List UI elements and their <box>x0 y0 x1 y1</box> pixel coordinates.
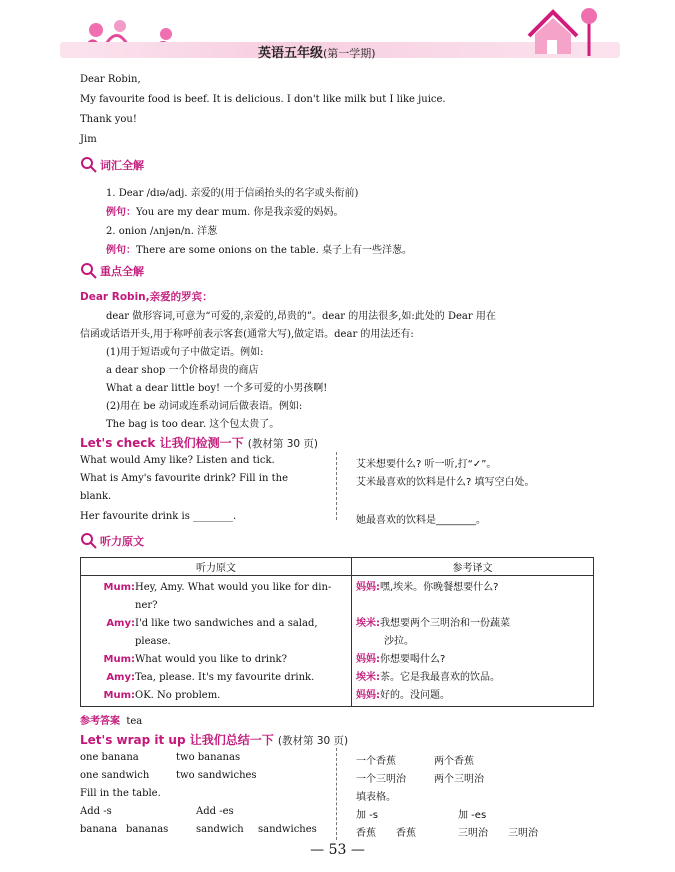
dialogue-row <box>85 669 347 687</box>
dialogue-row <box>356 687 589 705</box>
dialogue-text: 嘿,埃米。你晚餐想要什么? <box>380 582 499 593</box>
dialogue-text: 我想要两个三明治和一份蔬菜 <box>380 618 510 629</box>
header-title-text: 英语五年级 <box>258 46 324 61</box>
dialogue-row <box>85 651 347 669</box>
wrap-cell: sandwiches <box>258 824 317 835</box>
check-left-line: Her favourite drink is ________. <box>80 511 237 522</box>
wrap-cell: Add -es <box>196 806 234 817</box>
keypoints-line: (1)用于短语或句子中做定语。例如: <box>106 347 264 358</box>
check-left-line: What would Amy like? Listen and tick. <box>80 455 275 466</box>
check-left-line: blank. <box>80 491 112 502</box>
speaker: Amy: <box>106 618 135 629</box>
wrap-cell: 一个香蕉 <box>356 756 396 767</box>
wrap-heading-text: Let's wrap it up 让我们总结一下 <box>80 733 274 747</box>
wrap-cell: 加 -s <box>356 810 378 821</box>
wrap-cell: 填表格。 <box>356 792 396 803</box>
magnifier-icon <box>80 262 98 280</box>
letter-signature: Jim <box>80 134 97 145</box>
answer-line <box>80 712 142 727</box>
keypoints-heading <box>80 262 144 280</box>
dialogue-row <box>356 669 589 687</box>
speaker: Amy: <box>106 672 135 683</box>
keypoints-paragraph: dear 做形容词,可意为“可爱的,亲爱的,昂贵的”。dear 的用法很多,如:此处的 Dear 用在 <box>106 311 496 322</box>
speaker: 妈妈: <box>356 690 380 701</box>
dialogue-text: 茶。它是我最喜欢的饮品。 <box>380 672 500 683</box>
speaker: 妈妈: <box>356 654 380 665</box>
wrap-cell: sandwich <box>196 824 244 835</box>
letter-body: My favourite food is beef. It is delicious. I don't like milk but I like juice. <box>80 94 446 105</box>
wrap-cell: 三明治 <box>508 828 538 839</box>
dialogue-row <box>356 579 589 597</box>
check-right-line: 她最喜欢的饮料是________。 <box>356 515 486 526</box>
answer-text: tea <box>126 716 143 727</box>
dialogue-row <box>85 687 347 705</box>
example-text: There are some onions on the table. 桌子上有一些洋葱。 <box>136 245 412 256</box>
vocab-item: 1. Dear /dɪə/adj. 亲爱的(用于信函抬头的名字或头衔前) <box>106 188 359 199</box>
check-right-line: 艾米最喜欢的饮料是什么? 填写空白处。 <box>356 477 535 488</box>
wrap-cell: bananas <box>126 824 169 835</box>
wrap-cell: 一个三明治 <box>356 774 406 785</box>
wrap-cell: 两个香蕉 <box>434 756 474 767</box>
vocab-example <box>106 203 344 218</box>
wrap-cell: two sandwiches <box>176 770 257 781</box>
wrap-cell: Add -s <box>80 806 112 817</box>
dialogue-text: 好的。没问题。 <box>380 690 450 701</box>
listening-chinese-cell <box>352 576 594 707</box>
letter-thanks: Thank you! <box>80 114 137 125</box>
dialogue-text: Hey, Amy. What would you like for din- <box>135 582 332 593</box>
dialogue-row <box>356 651 589 669</box>
keypoints-paragraph: 信函或话语开头,用于称呼前表示客套(通常大写),做定语。dear 的用法还有: <box>80 329 414 340</box>
wrap-cell: 三明治 <box>458 828 488 839</box>
magnifier-icon <box>80 156 98 174</box>
table-header: 听力原文 <box>81 558 352 576</box>
speaker: Mum: <box>103 582 135 593</box>
check-heading-text: Let's check 让我们检测一下 <box>80 436 244 450</box>
answer-label: 参考答案 <box>80 716 120 727</box>
speaker: 埃米: <box>356 618 380 629</box>
page-header <box>0 0 675 64</box>
example-text: You are my dear mum. 你是我亲爱的妈妈。 <box>136 207 344 218</box>
check-left-line: What is Amy's favourite drink? Fill in the <box>80 473 288 484</box>
dialogue-text: OK. No problem. <box>135 690 221 701</box>
dialogue-text: I'd like two sandwiches and a salad, <box>135 618 318 629</box>
speaker: Mum: <box>103 654 135 665</box>
speaker: Mum: <box>103 690 135 701</box>
dialogue-text: ner? <box>135 600 158 611</box>
keypoints-heading-text: 重点全解 <box>100 265 144 278</box>
example-label: 例句： <box>106 207 136 218</box>
vocab-heading-text: 词汇全解 <box>100 159 144 172</box>
dialogue-text: 你想要喝什么? <box>380 654 446 665</box>
wrap-cell: one banana <box>80 752 139 763</box>
check-heading <box>80 434 318 451</box>
letter-greeting: Dear Robin, <box>80 74 141 85</box>
dialogue-row <box>356 615 589 633</box>
spacer <box>356 597 589 615</box>
keypoints-line: The bag is too dear. 这个包太贵了。 <box>106 419 280 430</box>
vocab-item: 2. onion /ʌnjən/n. 洋葱 <box>106 226 218 237</box>
divider <box>336 748 337 840</box>
wrap-cell: Fill in the table. <box>80 788 161 799</box>
speaker: 妈妈: <box>356 582 380 593</box>
example-label: 例句： <box>106 245 136 256</box>
magnifier-icon <box>80 532 98 550</box>
house-decoration-icon <box>515 4 615 60</box>
wrap-cell: banana <box>80 824 118 835</box>
wrap-cell: 两个三明治 <box>434 774 484 785</box>
keypoints-line: (2)用在 be 动词或连系动词后做表语。例如: <box>106 401 303 412</box>
wrap-cell: one sandwich <box>80 770 150 781</box>
page-number: — 53 — <box>310 842 365 858</box>
header-title <box>258 42 376 61</box>
dialogue-text: What would you like to drink? <box>135 654 287 665</box>
table-header: 参考译文 <box>352 558 594 576</box>
keypoints-line: a dear shop 一个价格昂贵的商店 <box>106 365 259 376</box>
check-note: (教材第 30 页) <box>247 438 319 450</box>
keypoints-line: What a dear little boy! 一个多可爱的小男孩啊! <box>106 383 328 394</box>
listening-heading <box>80 532 144 550</box>
wrap-note: (教材第 30 页) <box>277 735 349 747</box>
vocab-heading <box>80 156 144 174</box>
listening-table <box>80 557 594 707</box>
check-right-line: 艾米想要什么? 听一听,打“✓”。 <box>356 459 497 470</box>
dialogue-text: Tea, please. It's my favourite drink. <box>135 672 315 683</box>
wrap-cell: two bananas <box>176 752 241 763</box>
dialogue-row <box>85 579 347 597</box>
vocab-example <box>106 241 412 256</box>
header-subtitle: (第一学期) <box>323 47 376 60</box>
listening-english-cell <box>81 576 352 707</box>
wrap-cell: 香蕉 <box>396 828 416 839</box>
wrap-heading <box>80 731 348 748</box>
divider <box>336 452 337 520</box>
listening-heading-text: 听力原文 <box>100 535 144 548</box>
dialogue-text: please. <box>135 636 171 647</box>
dialogue-row <box>85 615 347 633</box>
wrap-cell: 香蕉 <box>356 828 376 839</box>
wrap-cell: 加 -es <box>458 810 487 821</box>
dialogue-text: 沙拉。 <box>384 636 414 647</box>
keypoints-subheading: Dear Robin,亲爱的罗宾： <box>80 291 213 303</box>
speaker: 埃米: <box>356 672 380 683</box>
